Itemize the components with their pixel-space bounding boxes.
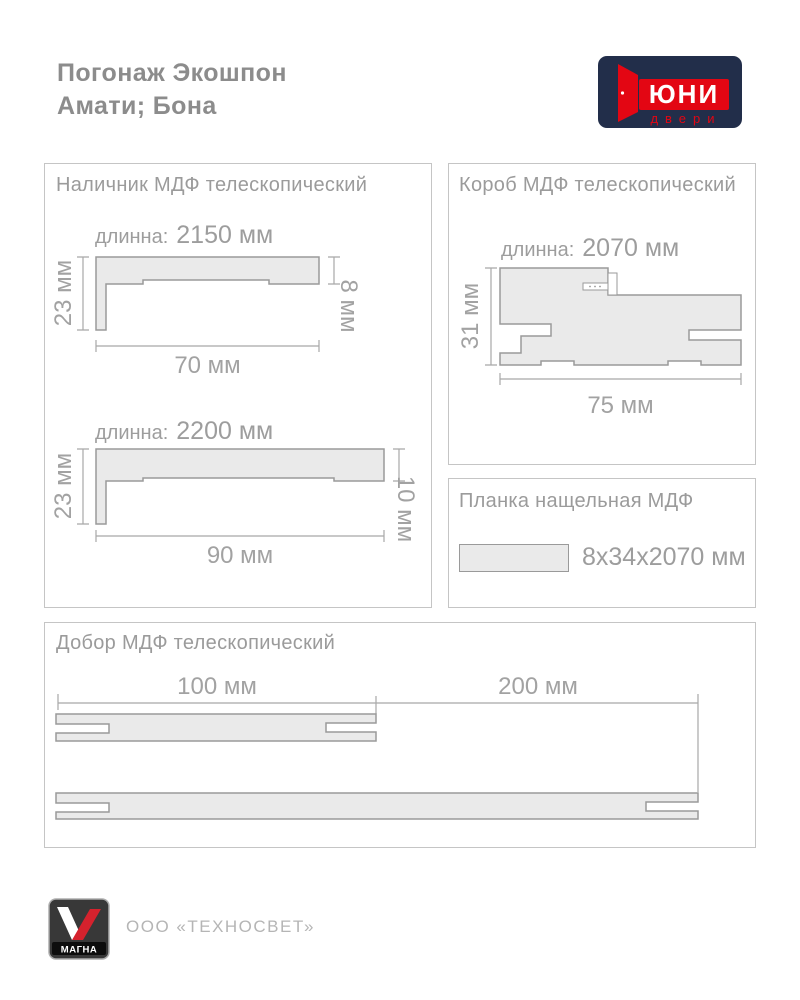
length-label-2070 (501, 234, 679, 263)
dim-31mm-line (485, 268, 497, 365)
dim-label-70mm: 70 мм (174, 352, 241, 379)
length-label-2150 (95, 221, 273, 250)
magna-logo (48, 898, 110, 960)
length-prefix: длинна: (95, 422, 169, 444)
magna-logo-graphic (48, 898, 110, 960)
length-value: 2070 мм (582, 234, 680, 262)
panel-korob (448, 163, 756, 465)
dim-label-23mm-2: 23 мм (50, 452, 77, 520)
panel-dobor (44, 622, 756, 848)
dim-label-10mm: 10 мм (392, 475, 419, 543)
nalichnik-70-profile-shape (96, 257, 319, 330)
dim-label-75mm: 75 мм (587, 392, 654, 419)
page-title (57, 57, 287, 123)
length-prefix: длинна: (501, 239, 575, 261)
dim-75mm-line (500, 373, 741, 385)
brand-name: ЮНИ (648, 79, 720, 109)
length-value: 2200 мм (176, 417, 274, 445)
dim-label-100mm: 100 мм (177, 673, 257, 700)
dim-label-31mm: 31 мм (457, 282, 484, 350)
planka-size-label: 8x34x2070 мм (582, 543, 746, 571)
dobor-200-shape (56, 793, 698, 819)
groove-dot (589, 286, 591, 288)
page-title-line2: Амати; Бона (57, 92, 217, 120)
door-handle-dot (621, 91, 624, 94)
length-prefix: длинна: (95, 226, 169, 248)
panel-planka (448, 478, 756, 608)
company-name: ООО «ТЕХНОСВЕТ» (126, 917, 315, 936)
dim-70mm-line (96, 340, 319, 352)
panel-nalichnik-title: Наличник МДФ телескопический (56, 174, 368, 196)
panel-dobor-title: Добор МДФ телескопический (56, 632, 336, 654)
dim-label-90mm: 90 мм (206, 542, 274, 569)
magna-name: МАГНА (60, 944, 98, 956)
seal-strip (608, 273, 617, 295)
panel-korob-title: Короб МДФ телескопический (459, 174, 736, 196)
panel-nalichnik (44, 163, 432, 608)
dim-label-23mm: 23 мм (50, 259, 77, 327)
dim-90mm-line (96, 530, 384, 542)
dim-23mm-line-2 (77, 449, 89, 524)
dobor-drawing (45, 623, 757, 849)
page-title-line1: Погонаж Экошпон (57, 59, 287, 87)
korob-drawing (449, 164, 757, 466)
dobor-dim-lines (58, 694, 698, 792)
groove-dot (599, 286, 601, 288)
planka-profile-swatch (459, 544, 569, 572)
dim-label-8mm: 8 мм (335, 279, 362, 333)
yuni-logo-graphic (598, 56, 742, 128)
length-label-2200 (95, 417, 273, 446)
yuni-dveri-logo (598, 56, 742, 128)
dim-label-200mm: 200 мм (498, 673, 578, 700)
groove-dot (594, 286, 596, 288)
brand-sub: двери (650, 111, 722, 126)
dim-23mm-line (77, 257, 89, 330)
length-value: 2150 мм (176, 221, 274, 249)
dobor-100-shape (56, 714, 376, 741)
nalichnik-90-profile-shape (96, 449, 384, 524)
korob-profile-shape (500, 268, 741, 365)
panel-planka-title: Планка нащельная МДФ (459, 490, 694, 512)
